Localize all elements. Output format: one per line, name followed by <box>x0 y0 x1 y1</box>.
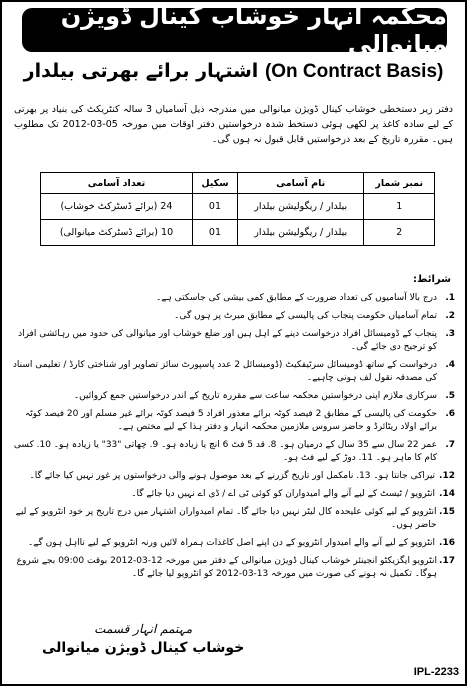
item-text: حکومت کی پالیسی کے مطابق 2 فیصد کوٹہ برائے معذور افراد 5 فیصد کوٹہ برائے غیر مسلم اور 20 فیصد کوٹہ برائے اولاد ریٹائرڈ و حاضر سروس ملازمین محکمہ انہار و دفتر ہذا کے لیے مختص ہے۔ <box>24 409 437 432</box>
header-serial: نمبر شمار <box>364 173 435 194</box>
header-post: نام آسامی <box>237 173 364 194</box>
item-number: 5. <box>445 391 455 401</box>
list-item <box>12 555 455 581</box>
header-scale: سکیل <box>192 173 237 194</box>
list-item <box>12 292 455 305</box>
table-cell: بیلدار / ریگولیشن بیلدار <box>237 194 364 220</box>
list-item <box>12 328 455 354</box>
list-item <box>12 390 455 403</box>
list-item <box>12 506 455 532</box>
item-text: انٹرویو کے لیے کوئی علیحدہ کال لیٹر نہیں دیا جائے گا۔ تمام امیدواران اشتہار میں درج تاریخ پر خود انٹرویو کے لیے حاضر ہوں۔ <box>15 507 437 530</box>
signature-block <box>42 622 244 656</box>
table-row <box>41 194 435 220</box>
table-header-row <box>41 173 435 194</box>
list-item <box>12 470 455 483</box>
item-text: سرکاری ملازم اپنی درخواستیں محکمہ ساعت سے مقررہ تاریخ کے اندر درخواستیں جمع کروائیں۔ <box>73 391 437 401</box>
item-text: تمام آسامیاں حکومت پنجاب کی پالیسی کے مطابق میرٹ پر ہوں گی۔ <box>174 311 437 321</box>
list-item <box>12 310 455 323</box>
list-item <box>12 408 455 434</box>
table-cell: 2 <box>364 220 435 246</box>
item-number: 2. <box>445 311 455 321</box>
table-cell: 01 <box>192 194 237 220</box>
list-item <box>12 537 455 550</box>
item-text: انٹرویو ایگزیکٹو انجینئر خوشاب کینال ڈویژن میانوالی کے دفتر میں مورخہ 12-03-2012 بوقت 09:00 بجے شروع ہوگا۔ تکمیل نہ ہونے کی صورت میں مورخہ 13-03-2012 کو انٹرویو لیا جائے گا۔ <box>16 556 437 579</box>
item-number: 7. <box>445 440 455 450</box>
table-cell: 01 <box>192 220 237 246</box>
ref-code: IPL-2233 <box>413 666 459 678</box>
item-text: پنجاب کے ڈومیسائل افراد درخواست دینے کے اہل ہیں اور ضلع خوشاب اور میانوالی کی حدود میں رہائشی افراد کو ترجیح دی جائے گی۔ <box>18 329 437 352</box>
conditions-title: شرائط: <box>413 274 451 285</box>
item-number: 12. <box>439 471 455 481</box>
subtitle-english: (On Contract Basis) <box>264 61 444 82</box>
table-cell: 24 (برائے ڈسٹرکٹ خوشاب) <box>41 194 193 220</box>
item-text: درج بالا آسامیوں کی تعداد ضرورت کے مطابق کمی بیشی کی جاسکتی ہے۔ <box>156 293 437 303</box>
item-number: 16. <box>439 538 455 548</box>
item-text: درخواست کے ساتھ ڈومیسائل سرٹیفکیٹ (ڈومیسائل 2 عدد پاسپورٹ سائز تصاویر اور شناختی کارڈ / تعلیمی اسناد کی مصدقہ نقول لف ہونی چاہیے۔ <box>12 360 437 383</box>
table-cell: بیلدار / ریگولیشن بیلدار <box>237 220 364 246</box>
item-text: تیراکی جانتا ہو۔ 13. نامکمل اور تاریخ گزرنے کے بعد موصول ہونے والی درخواستوں پر غور نہیں کیا جائے گا۔ <box>29 471 436 481</box>
item-text: انٹرویو / ٹیسٹ کے لیے آنے والے امیدواران کو کوئی ٹی اے / ڈی اے نہیں دیا جائے گا۔ <box>131 489 436 499</box>
item-number: 1. <box>445 293 455 303</box>
signatory-org: خوشاب کینال ڈویژن میانوالی <box>42 640 245 656</box>
header-count: تعداد آسامی <box>41 173 193 194</box>
item-number: 4. <box>445 360 455 370</box>
item-number: 3. <box>445 329 455 339</box>
subtitle-urdu: اشتہار برائے بھرتی بیلدار <box>23 60 259 82</box>
table-row <box>41 220 435 246</box>
posts-table <box>40 172 435 246</box>
conditions-list <box>12 292 455 586</box>
item-number: 15. <box>439 507 455 517</box>
list-item <box>12 488 455 501</box>
item-number: 17. <box>439 556 455 566</box>
banner-title: محکمہ انہار خوشاب کینال ڈویژن میانوالی <box>60 2 447 58</box>
header-banner <box>22 2 447 58</box>
signatory-role: مہتمم انہار قسمت <box>94 622 193 636</box>
item-text: عمر 22 سال سے 35 سال کے درمیان ہو۔ 8. قد 5 فٹ 6 انچ یا زیادہ ہو۔ 9. چھاتی "33" یا زیادہ ہو۔ 10. کسی کام کا ماہر ہو۔ 11. دوڑ کے لیے فٹ ہو۔ <box>13 440 437 463</box>
table-cell: 10 (برائے ڈسٹرکٹ میانوالی) <box>41 220 193 246</box>
item-number: 14. <box>439 489 455 499</box>
item-number: 6. <box>445 409 455 419</box>
list-item <box>12 359 455 385</box>
list-item <box>12 439 455 465</box>
ad-subtitle <box>2 60 465 83</box>
table-cell: 1 <box>364 194 435 220</box>
item-text: انٹرویو کے لیے آنے والے امیدوار انٹرویو کے دن اپنے اصل کاغذات ہمراہ لائیں ورنہ انٹرویو کے لیے نااہل ہوں گے۔ <box>27 538 436 548</box>
intro-paragraph: دفتر زیر دستخطی خوشاب کینال ڈویژن میانوالی میں مندرجہ ذیل آسامیاں 3 سالہ کنٹریکٹ کی بنیاد پر بھرتی کے لیے سادہ کاغذ پر لکھی ہوئی دستخط شدہ درخواستیں دفتر اوقات میں مورخہ 05-03-2012 تک مطلوب ہیں۔ مقررہ تاریخ کے بعد درخواستیں قابل قبول نہ ہوں گی۔ <box>14 104 453 145</box>
